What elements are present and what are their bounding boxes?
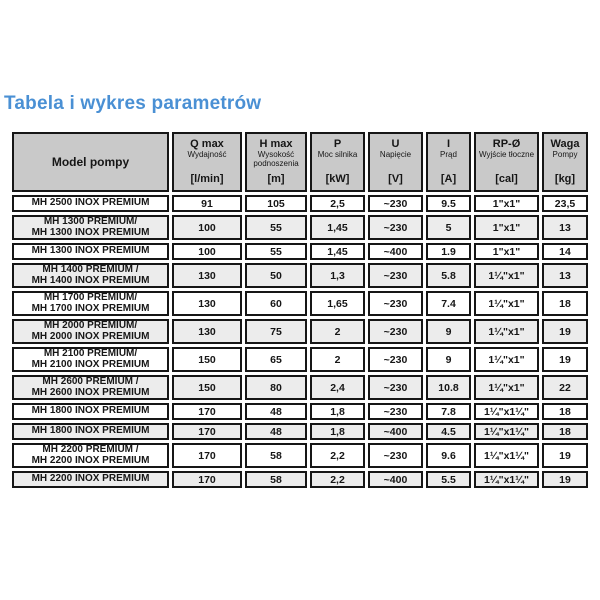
model-line: MH 1800 INOX PREMIUM <box>31 425 150 437</box>
cell-p: 2 <box>310 319 365 344</box>
cell-rp: 1¼"x1" <box>474 347 539 372</box>
table-row <box>12 243 588 260</box>
cell-hmax: 60 <box>245 291 307 316</box>
model-line: MH 1300 INOX PREMIUM <box>31 245 150 257</box>
column-main-label: I <box>446 138 451 150</box>
table-row <box>12 215 588 240</box>
cell-hmax: 105 <box>245 195 307 212</box>
cell-i: 1.9 <box>426 243 471 260</box>
model-line: MH 1700 PREMIUM/ <box>43 292 138 303</box>
column-main-label: U <box>391 138 400 150</box>
cell-p: 2,5 <box>310 195 365 212</box>
cell-hmax: 58 <box>245 471 307 488</box>
model-line: MH 1400 INOX PREMIUM <box>31 274 150 286</box>
table-row <box>12 291 588 316</box>
cell-u: ~230 <box>368 195 423 212</box>
table-row <box>12 403 588 420</box>
cell-i: 5.8 <box>426 263 471 288</box>
cell-waga: 19 <box>542 443 588 468</box>
table-row <box>12 195 588 212</box>
cell-model <box>12 471 169 488</box>
column-header-model <box>12 132 169 192</box>
cell-hmax: 80 <box>245 375 307 400</box>
column-header-p <box>310 132 365 192</box>
cell-waga: 14 <box>542 243 588 260</box>
model-line: MH 1300 INOX PREMIUM <box>31 226 150 238</box>
cell-qmax: 130 <box>172 263 242 288</box>
cell-model <box>12 403 169 420</box>
cell-rp: 1¼"x1¼" <box>474 423 539 440</box>
cell-u: ~400 <box>368 243 423 260</box>
cell-p: 1,8 <box>310 403 365 420</box>
cell-rp: 1¼"x1" <box>474 375 539 400</box>
table-row <box>12 347 588 372</box>
column-unit-label: [m] <box>267 173 285 185</box>
cell-u: ~400 <box>368 423 423 440</box>
cell-model <box>12 423 169 440</box>
cell-qmax: 170 <box>172 443 242 468</box>
column-header-waga <box>542 132 588 192</box>
cell-rp: 1¼"x1¼" <box>474 471 539 488</box>
model-line: MH 1400 PREMIUM / <box>42 264 139 275</box>
model-line: MH 2200 PREMIUM / <box>42 444 139 455</box>
cell-qmax: 91 <box>172 195 242 212</box>
cell-rp: 1¼"x1¼" <box>474 443 539 468</box>
cell-i: 5 <box>426 215 471 240</box>
column-sub-label: Wyjście tłoczne <box>478 150 535 159</box>
cell-model <box>12 195 169 212</box>
cell-model <box>12 319 169 344</box>
page-title: Tabela i wykres parametrów <box>4 93 262 114</box>
cell-p: 2,4 <box>310 375 365 400</box>
cell-waga: 19 <box>542 347 588 372</box>
cell-model <box>12 443 169 468</box>
cell-rp: 1¼"x1" <box>474 291 539 316</box>
cell-waga: 22 <box>542 375 588 400</box>
cell-u: ~230 <box>368 403 423 420</box>
cell-p: 2,2 <box>310 471 365 488</box>
cell-hmax: 58 <box>245 443 307 468</box>
cell-qmax: 100 <box>172 243 242 260</box>
cell-rp: 1¼"x1¼" <box>474 403 539 420</box>
column-sub-label: Wysokość podnoszenia <box>253 150 299 168</box>
column-unit-label: [kg] <box>554 173 576 185</box>
column-header-qmax <box>172 132 242 192</box>
cell-i: 9.6 <box>426 443 471 468</box>
cell-p: 2,2 <box>310 443 365 468</box>
cell-i: 4.5 <box>426 423 471 440</box>
header-row <box>12 132 588 192</box>
cell-u: ~230 <box>368 215 423 240</box>
cell-model <box>12 215 169 240</box>
cell-i: 10.8 <box>426 375 471 400</box>
table-row <box>12 423 588 440</box>
cell-qmax: 130 <box>172 291 242 316</box>
column-main-label: H max <box>259 138 293 150</box>
cell-u: ~400 <box>368 471 423 488</box>
model-line: MH 2100 INOX PREMIUM <box>31 358 150 370</box>
cell-qmax: 170 <box>172 471 242 488</box>
column-sub-label: Moc silnika <box>317 150 358 159</box>
cell-p: 1,45 <box>310 243 365 260</box>
cell-i: 9 <box>426 319 471 344</box>
table-row <box>12 471 588 488</box>
cell-model <box>12 243 169 260</box>
cell-waga: 13 <box>542 263 588 288</box>
cell-p: 1,45 <box>310 215 365 240</box>
model-line: MH 2000 PREMIUM/ <box>43 320 138 331</box>
cell-hmax: 50 <box>245 263 307 288</box>
model-line: MH 2000 INOX PREMIUM <box>31 330 150 342</box>
cell-rp: 1"x1" <box>474 195 539 212</box>
model-line: MH 2500 INOX PREMIUM <box>31 197 150 209</box>
cell-rp: 1"x1" <box>474 243 539 260</box>
model-line: MH 1800 INOX PREMIUM <box>31 405 150 417</box>
cell-u: ~230 <box>368 263 423 288</box>
table-row <box>12 443 588 468</box>
table-row <box>12 263 588 288</box>
column-sub-label: Prąd <box>440 150 457 159</box>
cell-u: ~230 <box>368 443 423 468</box>
column-header-i <box>426 132 471 192</box>
cell-i: 5.5 <box>426 471 471 488</box>
model-line: MH 2600 INOX PREMIUM <box>31 386 150 398</box>
cell-rp: 1¼"x1" <box>474 319 539 344</box>
cell-qmax: 150 <box>172 375 242 400</box>
cell-hmax: 55 <box>245 243 307 260</box>
cell-qmax: 170 <box>172 423 242 440</box>
column-main-label: Q max <box>190 138 224 150</box>
cell-hmax: 55 <box>245 215 307 240</box>
column-unit-label: [kW] <box>325 173 350 185</box>
cell-qmax: 150 <box>172 347 242 372</box>
cell-waga: 19 <box>542 319 588 344</box>
cell-qmax: 170 <box>172 403 242 420</box>
model-line: MH 2200 INOX PREMIUM <box>31 454 150 466</box>
cell-u: ~230 <box>368 291 423 316</box>
cell-i: 9 <box>426 347 471 372</box>
column-header-hmax <box>245 132 307 192</box>
cell-waga: 18 <box>542 403 588 420</box>
cell-i: 7.4 <box>426 291 471 316</box>
cell-rp: 1"x1" <box>474 215 539 240</box>
cell-hmax: 48 <box>245 403 307 420</box>
column-unit-label: [V] <box>388 173 403 185</box>
column-unit-label: [l/min] <box>190 173 224 185</box>
cell-p: 1,3 <box>310 263 365 288</box>
cell-hmax: 65 <box>245 347 307 372</box>
column-main-label: P <box>333 138 342 150</box>
column-main-label: Waga <box>550 138 580 150</box>
cell-waga: 19 <box>542 471 588 488</box>
cell-waga: 13 <box>542 215 588 240</box>
table-body <box>12 195 588 488</box>
column-sub-label: Pompy <box>552 150 578 159</box>
cell-i: 7.8 <box>426 403 471 420</box>
cell-p: 1,8 <box>310 423 365 440</box>
column-header-u <box>368 132 423 192</box>
cell-waga: 18 <box>542 291 588 316</box>
column-main-label: Model pompy <box>51 155 130 169</box>
parameters-table <box>9 129 591 491</box>
cell-rp: 1¼"x1" <box>474 263 539 288</box>
column-sub-label: Wydajność <box>187 150 227 159</box>
table-row <box>12 319 588 344</box>
cell-waga: 18 <box>542 423 588 440</box>
column-unit-label: [A] <box>440 173 457 185</box>
column-header-rp <box>474 132 539 192</box>
table-row <box>12 375 588 400</box>
cell-qmax: 100 <box>172 215 242 240</box>
column-main-label: RP-Ø <box>492 138 521 150</box>
cell-model <box>12 375 169 400</box>
cell-i: 9.5 <box>426 195 471 212</box>
model-line: MH 2100 PREMIUM/ <box>43 348 138 359</box>
cell-p: 1,65 <box>310 291 365 316</box>
model-line: MH 2200 INOX PREMIUM <box>31 473 150 485</box>
cell-p: 2 <box>310 347 365 372</box>
model-line: MH 1700 INOX PREMIUM <box>31 302 150 314</box>
cell-model <box>12 263 169 288</box>
model-line: MH 2600 PREMIUM / <box>42 376 139 387</box>
model-line: MH 1300 PREMIUM/ <box>43 216 138 227</box>
cell-qmax: 130 <box>172 319 242 344</box>
cell-hmax: 75 <box>245 319 307 344</box>
cell-u: ~230 <box>368 347 423 372</box>
cell-model <box>12 347 169 372</box>
column-sub-label: Napięcie <box>379 150 412 159</box>
cell-model <box>12 291 169 316</box>
column-unit-label: [cal] <box>495 173 518 185</box>
cell-u: ~230 <box>368 319 423 344</box>
cell-waga: 23,5 <box>542 195 588 212</box>
cell-u: ~230 <box>368 375 423 400</box>
cell-hmax: 48 <box>245 423 307 440</box>
